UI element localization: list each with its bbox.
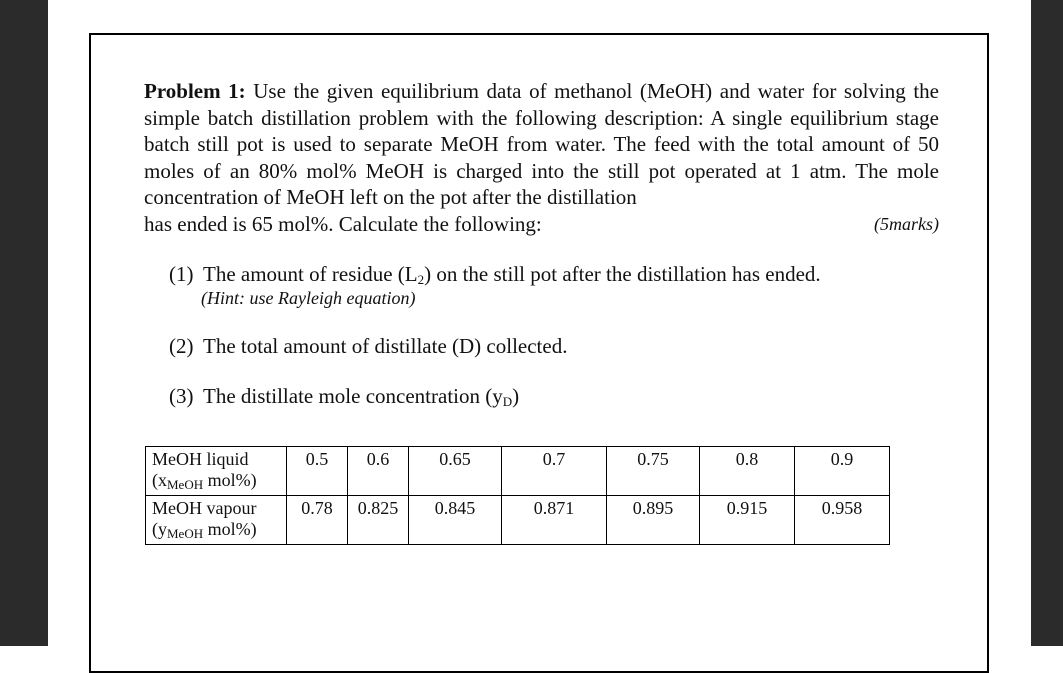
question-2-number: (2) — [169, 334, 194, 358]
problem-last-line — [144, 211, 939, 238]
table-cell: 0.9 — [795, 447, 890, 496]
liquid-unit: mol%) — [203, 470, 257, 490]
vapour-unit-var: (y — [152, 519, 167, 539]
row-header-vapour — [146, 496, 287, 545]
table-cell: 0.915 — [700, 496, 795, 545]
table-cell: 0.895 — [607, 496, 700, 545]
question-3-number: (3) — [169, 384, 194, 408]
question-1-text-a: The amount of residue (L — [203, 262, 418, 286]
left-dark-margin — [0, 0, 48, 646]
question-3-text-a: The distillate mole concentration (y — [203, 384, 503, 408]
document-page — [89, 33, 989, 673]
equilibrium-data-table — [145, 446, 890, 545]
liquid-unit-sub: MeOH — [167, 477, 204, 492]
vapour-label: MeOH vapour — [152, 498, 257, 518]
hint-text: (Hint: use Rayleigh equation) — [201, 288, 416, 308]
problem-statement — [144, 78, 939, 237]
table-cell: 0.65 — [409, 447, 502, 496]
question-2-text: The total amount of distillate (D) collected. — [203, 334, 568, 358]
problem-text: Use the given equilibrium data of methanol (MeOH) and water for solving the simple batch distillation problem with the following description: A single equilibrium stage batch still pot is used to separate MeOH from water. The feed with the total amount of 50 moles of an 80% mol% MeOH is charged into the still pot operated at 1 atm. The mole concentration of MeOH left on the pot after the distillation — [144, 79, 939, 209]
table-cell: 0.958 — [795, 496, 890, 545]
table-cell: 0.871 — [502, 496, 607, 545]
table-row-vapour — [146, 496, 890, 545]
table-cell: 0.6 — [348, 447, 409, 496]
table-cell: 0.8 — [700, 447, 795, 496]
table-cell: 0.75 — [607, 447, 700, 496]
table-cell: 0.845 — [409, 496, 502, 545]
question-3-text-b: ) — [512, 384, 520, 408]
problem-last-line-text: has ended is 65 mol%. Calculate the following: — [144, 211, 542, 236]
liquid-unit-var: (x — [152, 470, 167, 490]
question-2 — [169, 333, 567, 359]
problem-lead: Problem 1: — [144, 79, 246, 103]
table-cell: 0.5 — [287, 447, 348, 496]
row-header-liquid — [146, 447, 287, 496]
question-3 — [169, 383, 519, 415]
liquid-label: MeOH liquid — [152, 449, 249, 469]
question-1-text-b: ) on the still pot after the distillation has ended. — [424, 262, 821, 286]
vapour-unit-sub: MeOH — [167, 526, 204, 541]
table-cell: 0.78 — [287, 496, 348, 545]
question-1-number: (1) — [169, 262, 194, 286]
right-dark-margin — [1031, 0, 1063, 646]
table-row-liquid — [146, 447, 890, 496]
table-cell: 0.7 — [502, 447, 607, 496]
vapour-unit: mol%) — [203, 519, 257, 539]
marks-label: (5marks) — [874, 213, 939, 234]
table-cell: 0.825 — [348, 496, 409, 545]
question-1-subscript: 2 — [417, 272, 425, 287]
question-3-subscript: D — [502, 394, 513, 409]
